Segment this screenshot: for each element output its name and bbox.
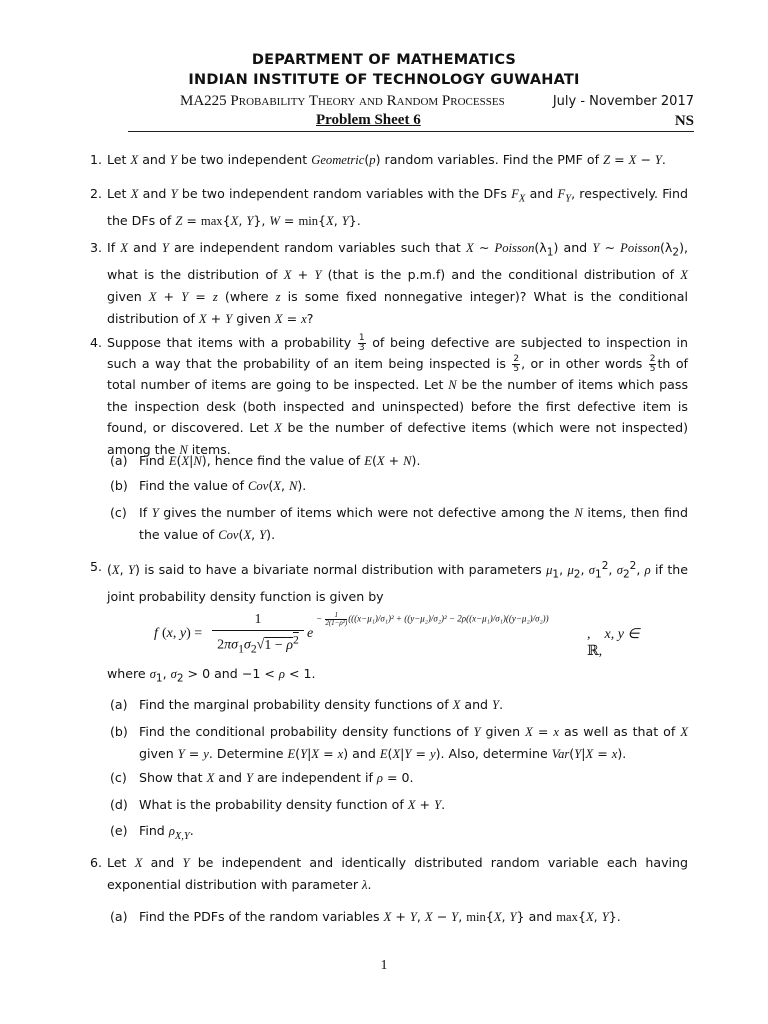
- part-text: If Y gives the number of items which were not defective among the N items, then find the value of Cov(X, Y).: [139, 505, 688, 542]
- problem-number: 4.: [90, 335, 103, 350]
- problem-5-part-c: [110, 767, 688, 789]
- problem-3: [90, 237, 688, 330]
- part-label: (d): [110, 797, 128, 812]
- problem-5: [90, 556, 688, 607]
- part-text: Show that X and Y are independent if ρ = 0.: [139, 770, 414, 785]
- problem-text: Let X and Y be independent and identically distributed random variable each having exponential distribution with parameter λ.: [107, 855, 689, 892]
- problem-6-part-a: [110, 906, 688, 928]
- problem-text: Let X and Y be two independent Geometric(p) random variables. Find the PMF of Z = X − Y.: [107, 152, 666, 167]
- part-label: (b): [110, 478, 128, 493]
- bivariate-normal-pdf: f (x, y) = $\frac{1}{2\pi\sigma_1\sigma_2√1 - \rho^2}$ e − $\frac{1}{\text{2(1−ρ²)}}$ (((x−μ₁)/σ₁)² + ((y−μ₂)/σ₂)² − 2ρ((x−μ₁)/σ₁)((y−μ₂)/σ₂)) , x, y ∈ ℝ,: [154, 611, 640, 659]
- problem-1: [90, 149, 688, 171]
- institute-heading: INDIAN INSTITUTE OF TECHNOLOGY GUWAHATI: [188, 72, 580, 88]
- part-text: Find $\rho_{X,Y}$.: [139, 823, 194, 842]
- problem-4-part-b: [110, 475, 688, 497]
- problem-4-part-a: [110, 450, 688, 472]
- problem-5-conditions: [90, 663, 688, 690]
- problem-text: Let X and Y be two independent random variables with the DFs $F_X$ and $F_Y$, respectively. Find the DFs of Z = max{X, Y}, W = min{X, Y}.: [107, 186, 689, 228]
- part-label: (b): [110, 724, 128, 739]
- header-rule: [128, 131, 694, 132]
- part-label: (c): [110, 505, 127, 520]
- problem-2: [90, 183, 688, 232]
- part-text: Find the value of Cov(X, N).: [139, 478, 307, 493]
- part-label: (e): [110, 823, 128, 838]
- problem-number: 6.: [90, 855, 103, 870]
- problem-number: 5.: [90, 559, 103, 574]
- problem-5-part-b: [110, 721, 688, 765]
- problem-text: If X and Y are independent random variables such that X ∼ $Poisson(\lambda_1)$ and Y ∼ $Poisson(\lambda_2)$, what is the distribution of X + Y (that is the p.m.f) and the conditional distribution of X given X + Y = z (where z is some fixed nonnegative integer)? What is the conditional distribution of X + Y given X = x?: [107, 240, 688, 326]
- part-text: Find the marginal probability density functions of X and Y.: [139, 697, 504, 712]
- conditions-text: where $\sigma_1$, $\sigma_2 > 0$ and −1 < ρ < 1.: [107, 666, 316, 685]
- part-text: What is the probability density function of X + Y.: [139, 797, 446, 812]
- problem-number: 2.: [90, 186, 103, 201]
- problem-5-part-d: [110, 794, 688, 816]
- problem-number: 3.: [90, 240, 103, 255]
- part-text: Find E(X|N), hence find the value of E(X + N).: [139, 453, 421, 468]
- term-label: July - November 2017: [552, 94, 694, 109]
- problem-text: Suppose that items with a probability $\frac{1}{3}$ of being defective are subjected to inspection in such a way that the probability of an item being inspected is $\frac{2}{5}$ , or in other words $\frac{2}{5}$ th of total number of items are going to be inspected. Let N be the number of items which pass the inspection desk (both inspected and uninspected) before the first defective item is found, or discovered. Let X be the number of defective items (which were not inspected) among the N items.: [107, 333, 689, 457]
- part-text: Find the conditional probability density functions of Y given X = x as well as that of X given Y = y. Determine E(Y|X = x) and E(X|Y = y). Also, determine Var(Y|X = x).: [139, 724, 689, 761]
- page-number: 1: [380, 958, 388, 973]
- problem-4: [90, 332, 688, 461]
- problem-number: 1.: [90, 152, 103, 167]
- problem-5-part-a: [110, 694, 688, 716]
- instructor-initials: NS: [674, 113, 694, 129]
- sheet-title: Problem Sheet 6: [316, 112, 421, 128]
- problem-6: [90, 852, 688, 896]
- part-label: (a): [110, 909, 128, 924]
- course-title: MA225 Probability Theory and Random Processes: [180, 93, 505, 109]
- problem-5-part-e: [110, 820, 688, 847]
- part-text: Find the PDFs of the random variables X + Y, X − Y, min{X, Y} and max{X, Y}.: [139, 909, 621, 924]
- part-label: (c): [110, 770, 127, 785]
- problem-text: (X, Y) is said to have a bivariate normal distribution with parameters $\mu_1$, $\mu_2$, $\sigma_1^2$, $\sigma_2^2$, ρ if the joint probability density function is given by: [107, 560, 688, 604]
- department-heading: DEPARTMENT OF MATHEMATICS: [251, 52, 517, 68]
- part-label: (a): [110, 453, 128, 468]
- problem-4-part-c: [110, 502, 688, 546]
- part-label: (a): [110, 697, 128, 712]
